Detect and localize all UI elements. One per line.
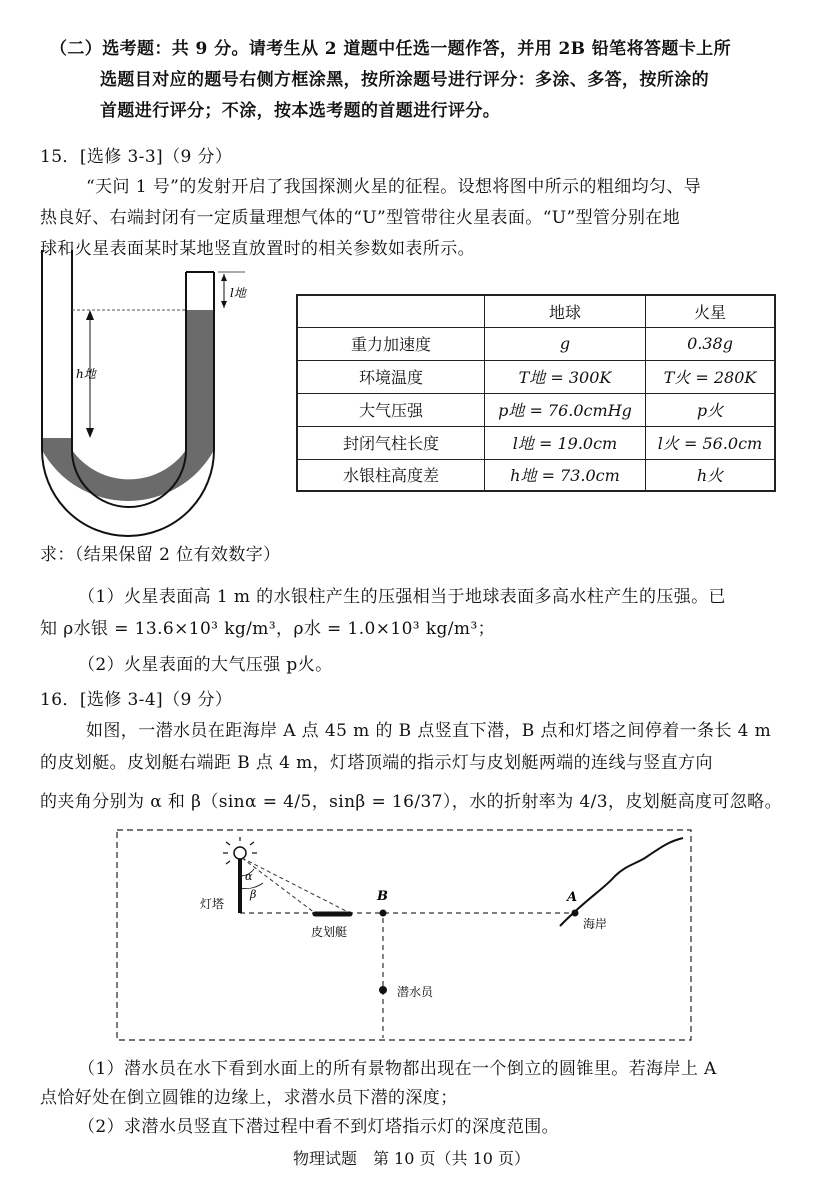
shore-label: 海岸 [583,917,608,931]
section-line-2: 选题目对应的题号右侧方框涂黑，按所涂题号进行评分：多涂、多答，按所涂的 [100,70,709,90]
diver-point [379,986,387,994]
q16-intro-1: 如图，一潜水员在距海岸 A 点 45 m 的 B 点竖直下潜，B 点和灯塔之间停着一条长 4 m [86,721,772,741]
q16-part-2: （2）求潜水员竖直下潜过程中看不到灯塔指示灯的深度范围。 [78,1117,560,1137]
table-cell: h火 [646,459,776,491]
lighthouse-diagram [115,828,695,1043]
q15-intro-3: 球和火星表面某时某地竖直放置时的相关参数如表所示。 [40,239,475,259]
h-arrow-head-bottom [86,428,94,438]
q15-part-2: （2）火星表面的大气压强 p火。 [78,655,333,675]
q15-intro-2: 热良好、右端封闭有一定质量理想气体的“U”型管带往火星表面。“U”型管分别在地 [40,208,681,228]
u-tube-diagram [30,250,290,540]
point-a-label: A [567,890,578,905]
diver-label: 潜水员 [397,985,434,999]
q16-header: 16．[选修 3-4]（9 分） [40,690,233,710]
point-b [380,910,387,917]
table-cell: p地 = 76.0cmHg [485,393,646,426]
table-row [297,327,775,360]
table-cell: 重力加速度 [297,327,485,360]
table-cell: 环境温度 [297,360,485,393]
lighthouse-label: 灯塔 [200,897,225,911]
q16-intro-2: 的皮划艇。皮划艇右端距 B 点 4 m，灯塔顶端的指示灯与皮划艇两端的连线与竖直方向 [40,753,713,773]
table-row [297,393,775,426]
table-row [297,459,775,491]
beta-label: β [250,888,257,901]
table-cell: p火 [646,393,776,426]
q15-part-1b: 知 ρ水银 = 13.6×10³ kg/m³，ρ水 = 1.0×10³ kg/m³； [40,619,496,639]
lamp-icon [234,847,246,859]
table-row [297,360,775,393]
table-row [297,426,775,459]
q16-part-1a: （1）潜水员在水下看到水面上的所有景物都出现在一个倒立的圆锥里。若海岸上 A [78,1059,717,1079]
q15-ask: 求：（结果保留 2 位有效数字） [40,545,281,565]
parameter-table [296,294,776,492]
table-header-cell: 火星 [646,295,776,327]
section-line-3: 首题进行评分；不涂，按本选考题的首题进行评分。 [100,101,501,121]
kayak-label: 皮划艇 [311,925,348,939]
q15-part-1a: （1）火星表面高 1 m 的水银柱产生的压强相当于地球表面多高水柱产生的压强。已 [78,587,726,607]
sight-line-alpha [242,858,315,913]
q15-intro-1: “天问 1 号”的发射开启了我国探测火星的征程。设想将图中所示的粗细均匀、导 [86,177,702,197]
h-arrow-head-top [86,310,94,320]
table-cell: 水银柱高度差 [297,459,485,491]
table-cell: h地 = 73.0cm [485,459,646,491]
mercury-column [42,310,214,501]
l-arrow-head-bottom [221,301,227,308]
alpha-label: α [245,870,253,883]
q16-intro-3: 的夹角分别为 α 和 β（sinα = 4/5，sinβ = 16/37），水的折射率为 4/3，皮划艇高度可忽略。 [40,792,782,812]
q15-header: 15．[选修 3-3]（9 分） [40,147,233,167]
q16-part-1b: 点恰好处在倒立圆锥的边缘上，求潜水员下潜的深度； [40,1088,458,1108]
table-cell: 封闭气柱长度 [297,426,485,459]
table-cell: g [485,327,646,360]
table-cell: 0.38g [646,327,776,360]
table-cell: 大气压强 [297,393,485,426]
table-row [297,295,775,327]
l-label: l地 [230,286,246,300]
h-label: h地 [76,367,96,381]
point-b-label: B [377,889,388,904]
l-arrow-head-top [221,274,227,281]
table-cell: l地 = 19.0cm [485,426,646,459]
table-header-cell: 地球 [485,295,646,327]
table-header-cell [297,295,485,327]
section-line-1: （二）选考题：共 9 分。请考生从 2 道题中任选一题作答，并用 2B 铅笔将答题卡上所 [50,39,731,59]
diagram-frame [117,830,691,1040]
page-footer: 物理试题 第 10 页（共 10 页） [292,1149,531,1168]
table-cell: T火 = 280K [646,360,776,393]
table-cell: T地 = 300K [485,360,646,393]
table-cell: l火 = 56.0cm [646,426,776,459]
